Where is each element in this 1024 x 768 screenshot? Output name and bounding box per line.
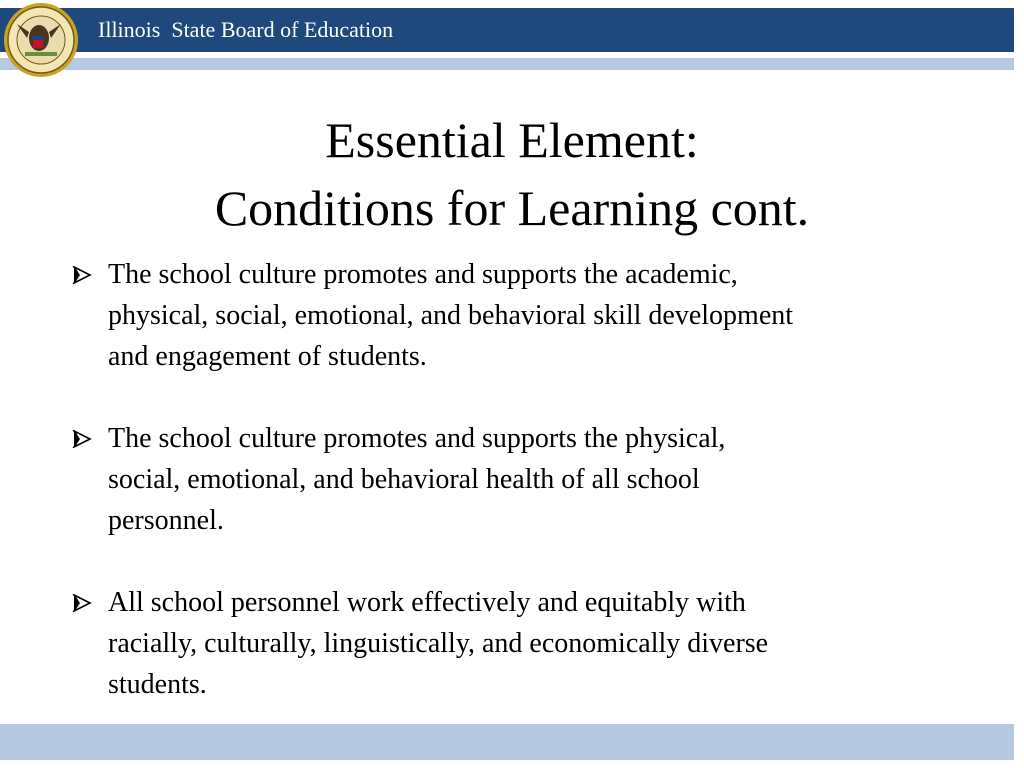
- arrowhead-bullet-icon: [72, 266, 92, 284]
- arrowhead-bullet-icon: [72, 594, 92, 612]
- bullet-line: personnel.: [108, 505, 224, 536]
- bullet-line: social, emotional, and behavioral health of all school: [108, 464, 700, 495]
- bullet-line: All school personnel work effectively and equitably with: [108, 587, 746, 618]
- bullet-line: racially, culturally, linguistically, and economically diverse: [108, 628, 769, 659]
- bullet-line: physical, social, emotional, and behavioral skill development: [108, 300, 794, 331]
- slide-title: [0, 106, 1024, 242]
- slide-title-line-1: Essential Element:: [325, 112, 699, 168]
- bullet-item: [72, 254, 952, 377]
- bullet-line: The school culture promotes and supports the academic,: [108, 259, 738, 290]
- bullet-line: and engagement of students.: [108, 341, 427, 372]
- bullet-line: students.: [108, 669, 207, 700]
- slide-title-line-2: Conditions for Learning cont.: [214, 180, 810, 236]
- illinois-state-seal-icon: [3, 2, 79, 78]
- bullet-list: [72, 254, 952, 746]
- bullet-line: The school culture promotes and supports the physical,: [108, 423, 726, 454]
- arrowhead-bullet-icon: [72, 430, 92, 448]
- organization-name: Illinois State Board of Education: [98, 17, 394, 42]
- bullet-item: [72, 418, 952, 541]
- header-divider-light: [0, 58, 1014, 70]
- footer-bar: [0, 724, 1014, 760]
- bullet-item: [72, 582, 952, 705]
